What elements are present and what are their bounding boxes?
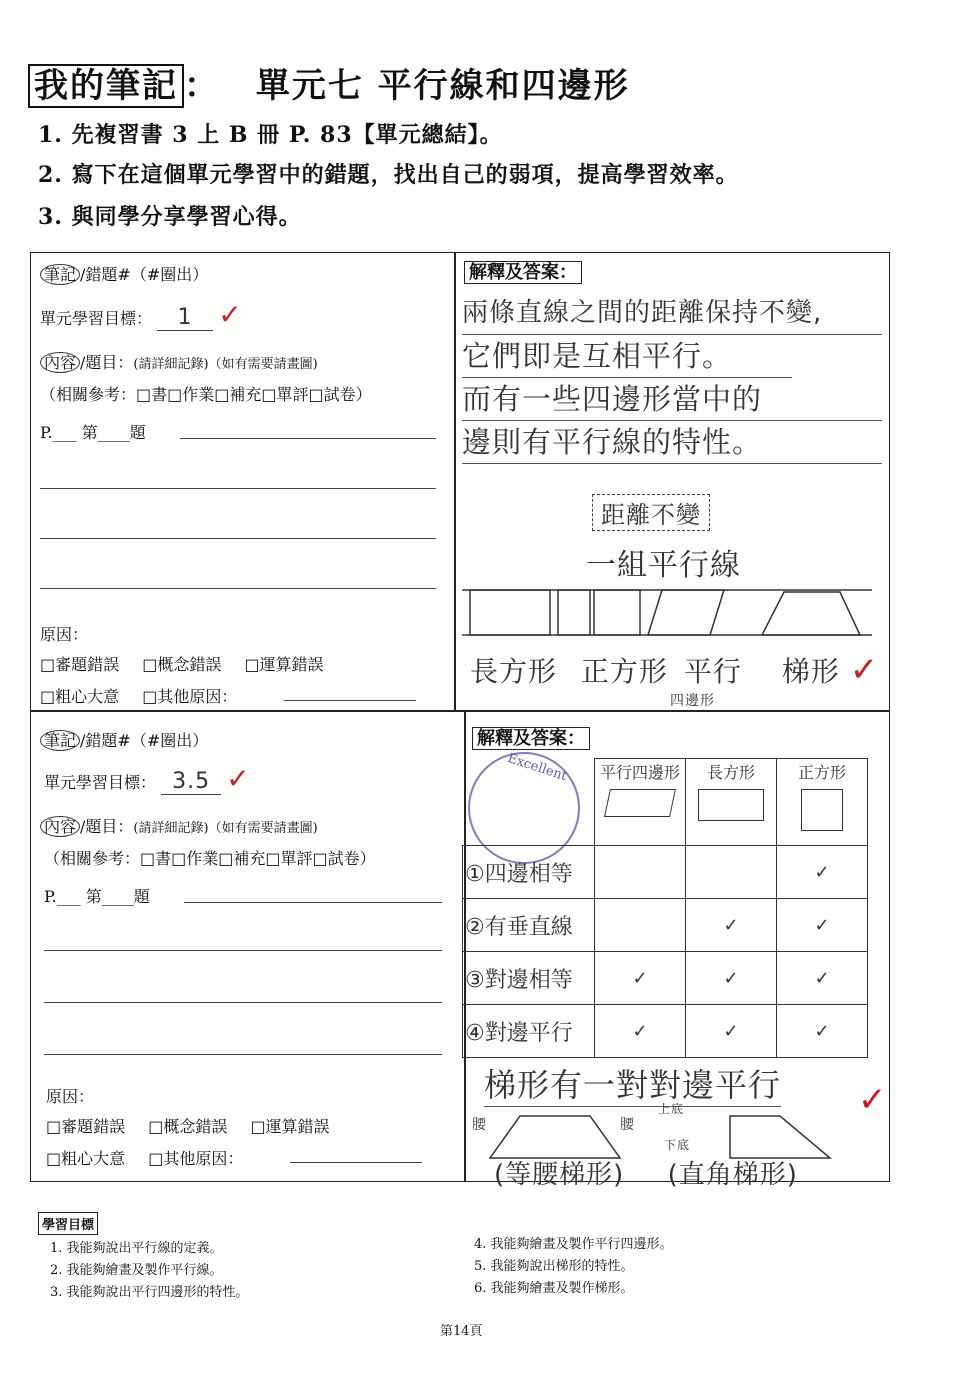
rectangle-sketch (698, 789, 764, 821)
answer-line (40, 588, 436, 589)
reason-checkbox[interactable]: □其他原因： (142, 687, 238, 706)
reason-label-1: 原因： (40, 625, 89, 644)
goals-col-1 (50, 1238, 249, 1304)
reason-checkbox[interactable]: □審題錯誤 (46, 1117, 126, 1136)
answer-line (290, 1162, 422, 1163)
stamp-text: Excellent (505, 750, 569, 785)
answer-line (44, 1002, 442, 1003)
reason-checkbox[interactable]: □概念錯誤 (142, 655, 222, 674)
topic-label: /題目： (80, 353, 134, 372)
trap-name: (等腰梯形) (494, 1160, 625, 1190)
note-label: 筆記 (40, 730, 80, 751)
answer-line (44, 950, 442, 951)
page-row-2: P.___ 第____題 (44, 887, 150, 906)
header-text: 正方形 (797, 763, 846, 782)
answer-header-label: 解釋及答案： (472, 727, 590, 750)
table-cell: ✓ (777, 952, 868, 1005)
reason-row-1b (40, 684, 237, 707)
bottom-base-label: 下底 (664, 1138, 691, 1152)
parallel-pair-label: 一組平行線 (586, 548, 741, 583)
answer-line (180, 438, 436, 439)
table-cell: ✓ (777, 899, 868, 952)
goal-item: 4. 我能夠繪畫及製作平行四邊形。 (474, 1237, 673, 1252)
answer-header-label: 解釋及答案： (464, 261, 582, 284)
shape-label: 長方形 (470, 655, 558, 688)
instruction-3: 3. 與同學分享學習心得。 (38, 204, 302, 230)
answer-line (40, 488, 436, 489)
answer-line-text: 兩條直線之間的距離保持不變, (462, 292, 882, 335)
goal-label: 單元學習目標： (44, 773, 157, 792)
table-header (777, 759, 868, 846)
goal-item: 6. 我能夠繪畫及製作梯形。 (474, 1281, 634, 1296)
table-row (463, 1005, 868, 1058)
goal-item: 5. 我能夠說出梯形的特性。 (474, 1259, 634, 1274)
table-cell: ✓ (686, 1005, 777, 1058)
table-cell: ✓ (595, 1005, 686, 1058)
reason-checkbox[interactable]: □粗心大意 (40, 687, 120, 706)
answer-line-text: 而有一些四邊形當中的 (462, 378, 882, 421)
goal-item: 3. 我能夠說出平行四邊形的特性。 (50, 1285, 249, 1300)
shape-labels-1 (470, 650, 879, 690)
goals-title: 學習目標 (38, 1212, 98, 1235)
reference-row-1: （相關參考：□書□作業□補充□單評□試卷） (40, 385, 372, 404)
answer-header-1 (464, 258, 582, 284)
answer-header-2 (472, 724, 590, 750)
goal-item: 1. 我能夠說出平行線的定義。 (50, 1241, 223, 1256)
answer-line (44, 1054, 442, 1055)
page-title (28, 58, 630, 107)
shape-sub-label: 四邊形 (670, 693, 715, 709)
error-label: /錯題#（#圈出） (80, 265, 209, 284)
row-label: ③對邊相等 (463, 952, 595, 1005)
content-label: 內容 (40, 352, 80, 373)
reason-checkbox[interactable]: □其他原因： (148, 1149, 244, 1168)
table-cell (595, 846, 686, 899)
content-label: 內容 (40, 816, 80, 837)
parallelogram-sketch (604, 789, 676, 817)
answer-line-text: 邊則有平行線的特性。 (462, 421, 882, 464)
table-cell: ✓ (686, 952, 777, 1005)
table-row (463, 846, 868, 899)
unit-title: 單元七 平行線和四邊形 (255, 66, 630, 106)
reason-checkbox[interactable]: □運算錯誤 (250, 1117, 330, 1136)
shape-label: 平行 (683, 655, 742, 688)
shape-label: 正方形 (580, 655, 668, 688)
goal-item: 2. 我能夠繪畫及製作平行線。 (50, 1263, 223, 1278)
goal-row-1 (40, 298, 242, 331)
goal-value: 3.5 (161, 769, 221, 795)
title-colon: ： (184, 66, 220, 106)
reason-row-2a (46, 1114, 330, 1137)
trap-names (494, 1154, 798, 1191)
distance-label: 距離不變 (592, 494, 710, 531)
check-mark: ✓ (226, 762, 250, 795)
shape-label: 梯形 (781, 655, 840, 688)
check-mark: ✓ (218, 298, 242, 331)
instruction-1: 1. 先複習書 3 上 B 冊 P. 83【單元總結】。 (38, 122, 503, 148)
check-mark: ✓ (858, 1080, 887, 1120)
table-row (463, 759, 868, 846)
table-cell: ✓ (595, 952, 686, 1005)
top-base-label: 上底 (658, 1102, 685, 1116)
reason-checkbox[interactable]: □運算錯誤 (244, 655, 324, 674)
reason-label-2: 原因： (46, 1087, 95, 1106)
note-error-heading-1 (40, 262, 208, 285)
content-row-1 (40, 350, 318, 373)
header-text: 平行四邊形 (599, 763, 680, 782)
leg-label-left: 腰 (472, 1117, 487, 1133)
page-row-1: P.___ 第____題 (40, 423, 146, 442)
square-sketch (801, 789, 843, 831)
check-mark: ✓ (849, 650, 880, 690)
trap-name: (直角梯形) (667, 1160, 798, 1190)
row-label: ①四邊相等 (463, 846, 595, 899)
row-label: ②有垂直線 (463, 899, 595, 952)
detail-hint: (請詳細記錄)（如有需要請畫圖) (133, 357, 318, 372)
table-cell: ✓ (686, 899, 777, 952)
table-cell (686, 846, 777, 899)
table-cell (595, 899, 686, 952)
trapezoid-text: 梯形有一對對邊平行 (484, 1066, 782, 1104)
reason-checkbox[interactable]: □審題錯誤 (40, 655, 120, 674)
error-label: /錯題#（#圈出） (80, 731, 209, 750)
title-box: 我的筆記 (28, 64, 184, 108)
answer-line (184, 902, 442, 903)
table-header (595, 759, 686, 846)
table-cell: ✓ (777, 846, 868, 899)
answer-line (284, 700, 416, 701)
reason-checkbox[interactable]: □概念錯誤 (148, 1117, 228, 1136)
topic-label: /題目： (80, 817, 134, 836)
row-label: ④對邊平行 (463, 1005, 595, 1058)
table-header (686, 759, 777, 846)
answer-line (40, 538, 436, 539)
reason-row-1a (40, 652, 324, 675)
instruction-2: 2. 寫下在這個單元學習中的錯題，找出自己的弱項，提高學習效率。 (38, 162, 739, 188)
reason-checkbox[interactable]: □粗心大意 (46, 1149, 126, 1168)
table-cell: ✓ (777, 1005, 868, 1058)
table-row (463, 952, 868, 1005)
goal-row-2 (44, 762, 250, 795)
comparison-table (462, 758, 868, 1058)
page-number: 第14頁 (440, 1324, 483, 1339)
answer-line-text: 它們即是互相平行。 (462, 335, 792, 378)
trapezoid-line (484, 1060, 781, 1107)
answer-text-1 (462, 292, 882, 464)
reason-row-2b (46, 1146, 243, 1169)
shape-diagram (462, 580, 882, 650)
content-row-2 (40, 814, 318, 837)
reference-row-2: （相關參考：□書□作業□補充□單評□試卷） (44, 849, 376, 868)
goal-value: 1 (157, 305, 213, 331)
table-row (463, 899, 868, 952)
header-text: 長方形 (706, 763, 755, 782)
table-corner (463, 759, 595, 846)
note-error-heading-2 (40, 728, 208, 751)
note-label: 筆記 (40, 264, 80, 285)
goal-label: 單元學習目標： (40, 309, 153, 328)
leg-label-right: 腰 (620, 1117, 635, 1133)
detail-hint: (請詳細記錄)（如有需要請畫圖) (133, 821, 318, 836)
goals-col-2 (474, 1234, 673, 1300)
